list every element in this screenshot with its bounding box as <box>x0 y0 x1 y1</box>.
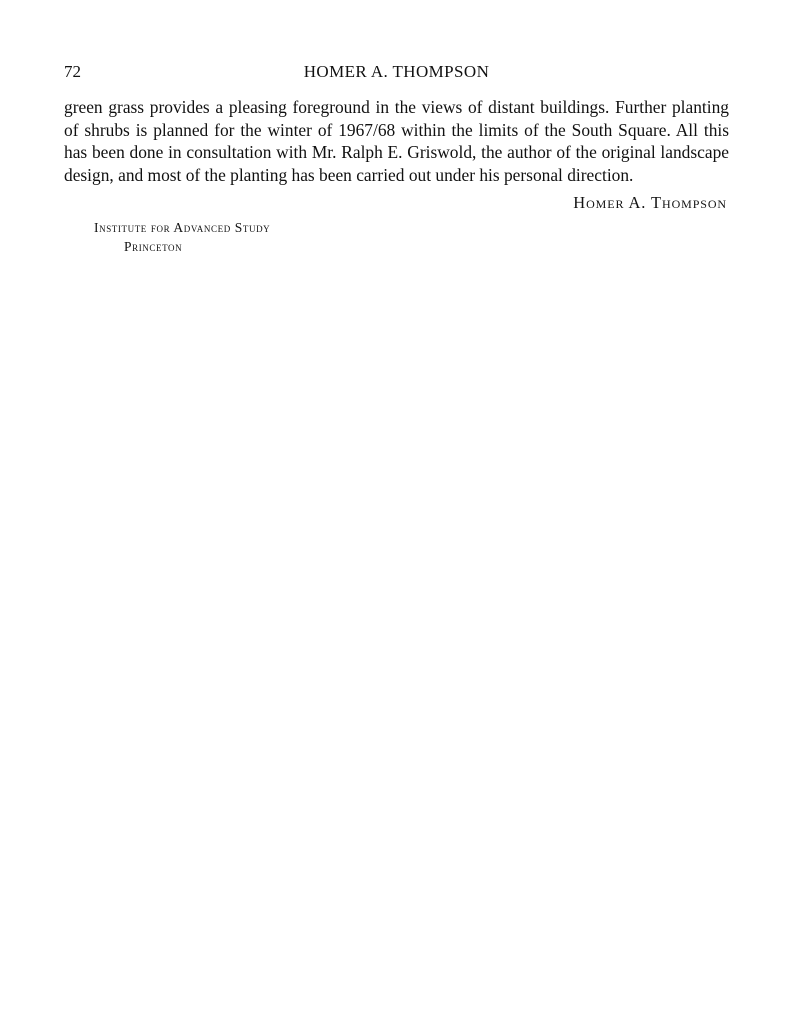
running-title: HOMER A. THOMPSON <box>303 62 490 81</box>
affiliation-institution: Institute for Advanced Study <box>94 220 271 236</box>
author-affiliation <box>94 218 729 256</box>
body-paragraph: green grass provides a pleasing foreground in the views of distant buildings. Further planting of shrubs is planned for the winter of 1967/68 within the limits of the South Square. All this has been done in consultation with Mr. Ralph E. Griswold, the author of the original landscape design, and most of the planting has been carried out under his personal direction. <box>64 97 729 185</box>
affiliation-location: Princeton <box>124 239 183 255</box>
document-page <box>64 60 729 256</box>
running-header <box>64 60 729 84</box>
page-number: 72 <box>64 62 81 81</box>
author-signature: Homer A. Thompson <box>573 193 727 213</box>
